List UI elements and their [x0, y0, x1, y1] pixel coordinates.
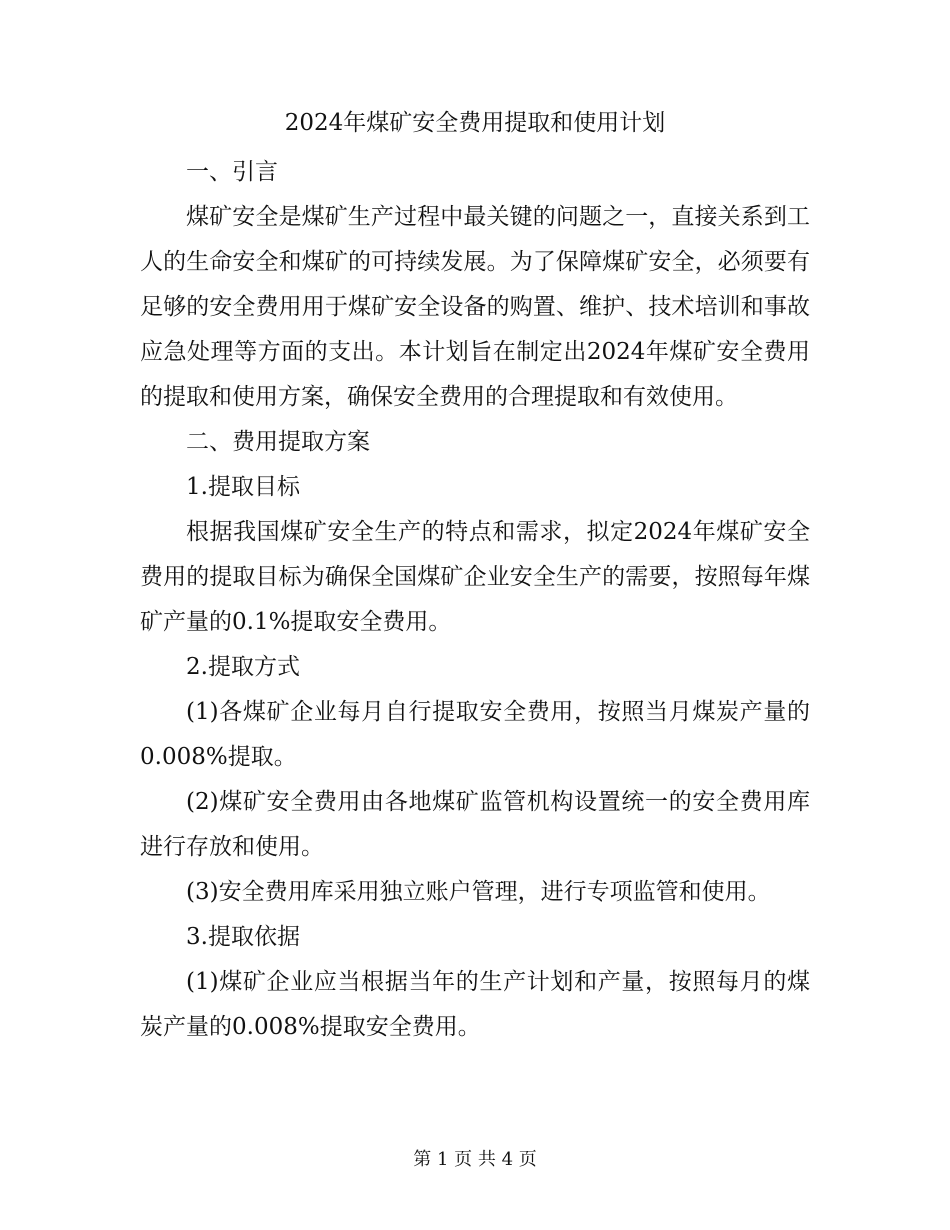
paragraph-introduction: 煤矿安全是煤矿生产过程中最关键的问题之一，直接关系到工人的生命安全和煤矿的可持续发展。为了保障煤矿安全，必须要有足够的安全费用用于煤矿安全设备的购置、维护、技术培训和事故应急处理等方面的支出。本计划旨在制定出2024年煤矿安全费用的提取和使用方案，确保安全费用的合理提取和有效使用。 — [140, 204, 810, 410]
paragraph-extraction-target: 根据我国煤矿安全生产的特点和需求，拟定2024年煤矿安全费用的提取目标为确保全国煤矿企业安全生产的需要，按照每年煤矿产量的0.1%提取安全费用。 — [140, 519, 810, 635]
list-item-method-1: (1)各煤矿企业每月自行提取安全费用，按照当月煤炭产量的0.008%提取。 — [140, 699, 810, 770]
document-body — [140, 150, 810, 1050]
section-heading-introduction: 一、引言 — [186, 159, 278, 185]
section-heading-extraction-plan: 二、费用提取方案 — [186, 429, 370, 455]
list-item-method-3: (3)安全费用库采用独立账户管理，进行专项监管和使用。 — [186, 879, 771, 905]
list-item-basis-1: (1)煤矿企业应当根据当年的生产计划和产量，按照每月的煤炭产量的0.008%提取安全费用。 — [140, 969, 810, 1040]
subheading-extraction-target: 1.提取目标 — [186, 474, 300, 500]
page-footer: 第 1 页 共 4 页 — [413, 1149, 537, 1170]
subheading-extraction-method: 2.提取方式 — [186, 654, 300, 680]
list-item-method-2: (2)煤矿安全费用由各地煤矿监管机构设置统一的安全费用库进行存放和使用。 — [140, 789, 810, 860]
subheading-extraction-basis: 3.提取依据 — [186, 924, 300, 950]
document-title: 2024年煤矿安全费用提取和使用计划 — [284, 110, 666, 136]
